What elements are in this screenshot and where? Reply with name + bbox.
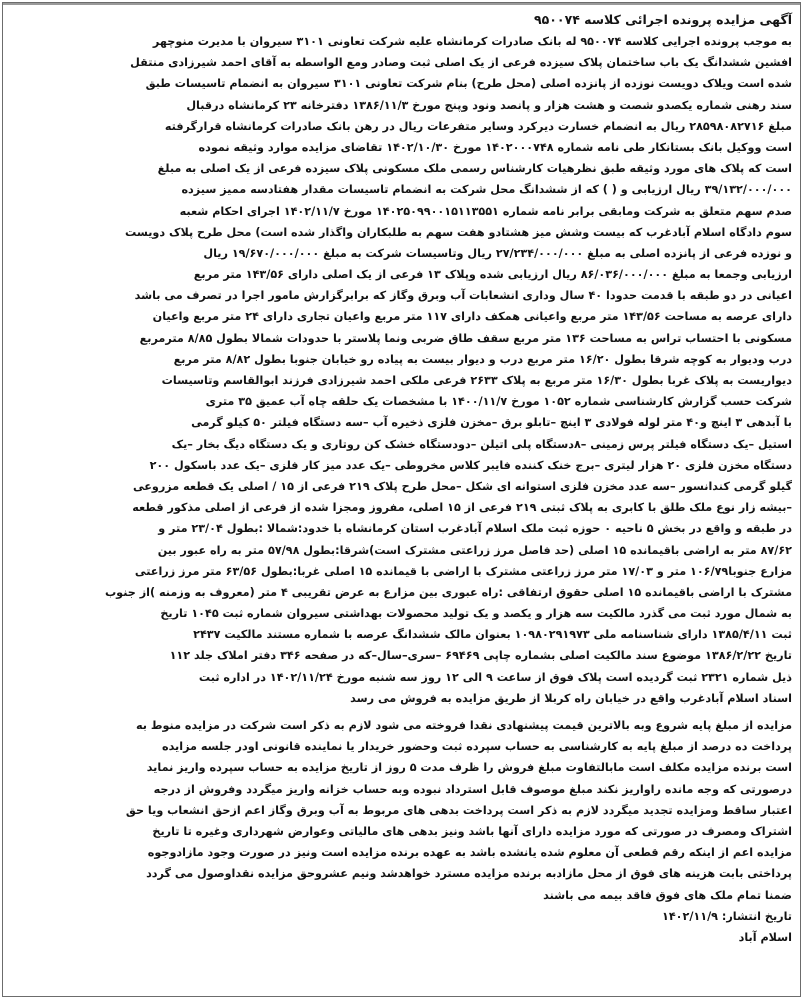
notice-text-line: افشین ششدانگ یک باب ساختمان پلاک سیزده فرعی از یک اصلی ثبت وصادر ومع الواسطه به آقای احمد شیرزادی منتقل: [130, 56, 792, 70]
notice-text-line: ثبت ۱۳۸۵/۴/۱۱ دارای شناسنامه ملی ۱۰۹۸۰۲۹۱۹۷۳ بعنوان مالک ششدانگ عرصه با شماره مستند مالکیت ۲۴۳۷: [193, 628, 792, 642]
notice-text-line: مزارع جنوبا۱۰۶/۷۹ متر و ۱۷/۰۳ متر مرز زراعتی مشترک با اراضی با قیمانده ۱۵ اصلی غربا:بطول ۶۳/۵۶ متر مرز زراعتی: [134, 564, 792, 578]
notice-text-line: سوم دادگاه اسلام آبادغرب که بیست وشش میز هشتادو هفت سهم به طلبکاران واگذار شده است) محل طرح پلاک دویست: [124, 225, 792, 239]
notice-text-line: تاریخ ۱۳۸۶/۲/۲۲ موضوع سند مالکیت اصلی بشماره چاپی ۶۹۴۶۹ –سری–سال–که در صفحه ۳۴۶ دفتر املاک جلد ۱۱۲: [169, 649, 792, 663]
notice-text-line: شرکت حسب گزارش کارشناسی شماره ۱۰۵۲ مورخ ۱۴۰۰/۱۱/۷ با مشخصات یک حلقه چاه آب عمیق ۳۵ متری: [205, 395, 792, 409]
notice-text-line: درصورتی که وجه مانده راواریز نکند مبلغ موصوف قابل استرداد نبوده وبه حساب خزانه واریز میگردد وفروش از درجه: [153, 782, 792, 796]
notice-text-line: پرداختی بابت هزینه های فوق از محل مازادبه برنده مزایده مسترد خواهدشد ونیم عشروحق مزایده نقداوصول می گردد: [146, 867, 792, 881]
notice-text-line: ۳۹/۱۳۲/۰۰۰/۰۰۰ ریال ارزیابی و ( ) که از ششدانگ محل شرکت به انضمام تاسیسات مقدار هفتادسه ممیز سیزده: [181, 183, 792, 197]
notice-text-line: صدم سهم متعلق به شرکت ومابقی برابر نامه شماره ۱۴۰۲۵۰۹۹۰۰۱۵۱۱۳۵۵۱ مورخ ۱۴۰۲/۱۱/۷ اجرای احکام شعبه: [179, 204, 792, 218]
notice-paragraph-2: [11, 715, 792, 906]
notice-paragraph-1: [11, 31, 792, 709]
notice-text-line: ضمنا تمام ملک های فوق فاقد بیمه می باشند: [543, 888, 792, 902]
notice-text-line: سند رهنی شماره یکصدو شصت و هشت هزار و پانصد ونود وپنج مورخ ۱۳۸۶/۱۱/۳ دفترخانه ۲۳ کرمانشاه درقبال: [186, 98, 792, 112]
notice-text-line: گیلو گرمی کندانسور –سه عدد مخزن فلزی استوانه ای شکل –محل طرح پلاک ۲۱۹ فرعی از ۱۵ / اصلی یک قطعه مزروعی: [132, 479, 792, 493]
auction-notice: [11, 9, 792, 948]
notice-text-line: اعتبار ساقط ومزایده تجدید میگردد لازم به ذکر است پرداخت بدهی های مربوط به آب وبرق وگاز اعم ازحق انشعاب ویا حق: [125, 803, 792, 817]
notice-text-line: ارزیابی وجمعا به مبلغ ۸۶/۰۳۶/۰۰۰/۰۰۰ ریال ارزیابی شده وپلاک ۱۳ فرعی از یک اصلی دارای ۱۴۳/۵۶ متر مربع: [193, 268, 792, 282]
notice-text-line: است ووکیل بانک بستانکار طی نامه شماره ۱۴۰۲۰۰۰۷۴۸ مورخ ۱۴۰۲/۱۰/۳۰ تقاضای مزایده موارد وثیقه نموده: [198, 140, 792, 154]
notice-text-line: دیواریست به پلاک غربا بطول ۱۶/۳۰ متر مربع به پلاک ۲۶۳۳ فرعی ملکی احمد شیرزادی فرزند ابوالقاسم وتاسیسات: [161, 374, 792, 387]
notice-page: [2, 2, 801, 997]
notice-text-line: به موجب پرونده اجرایی کلاسه ۹۵۰۰۷۴ له بانک صادرات کرمانشاه علیه شرکت تعاونی ۳۱۰۱ سیروان با مدیرت منوچهر: [152, 35, 792, 48]
notice-text-line: ۸۷/۶۲ متر به اراضی باقیمانده ۱۵ اصلی (حد فاصل مرز زراعتی مشترک است)شرقا:بطول ۵۷/۹۸ متر به راه عبور بین: [157, 543, 792, 557]
notice-text-line: مبلغ ۲۸۵۹۸۰۸۲۷۱۶ ریال به انضمام خسارت دیرکرد وسایر متفرعات ریال در رهن بانک صادرات کرمانشاه قرارگرفته: [164, 119, 792, 133]
notice-text-line: پرداخت ده درصد از مبلغ پایه به کارشناسی به حساب سپرده ثبت وحضور خریدار یا نماینده قانونی اودر جلسه مزایده: [161, 740, 792, 754]
notice-text-line: با آبدهی ۳ اینچ و۴۰ متر لوله فولادی ۳ اینچ –تابلو برق –مخزن فلزی ذخیره آب –سه دستگاه فیلتر ۵۰ کیلو گرمی: [191, 416, 792, 430]
notice-text-line: دارای عرصه به مساحت ۱۴۳/۵۶ متر مربع واعیانی همکف دارای ۱۱۷ متر مربع واعیان تجاری دارای ۲۴ متر مربع واعیان: [152, 310, 792, 324]
top-border-rule: [3, 3, 800, 5]
notice-text-line: ذیل شماره ۲۳۲۱ ثبت گردیده است پلاک فوق از ساعت ۹ الی ۱۲ روز سه شنبه مورخ ۱۴۰۲/۱۱/۲۴ در اداره ثبت: [198, 670, 792, 684]
notice-text-line: مسکونی با احتساب تراس به مساحت ۱۳۶ متر مربع سقف طاق ضربی ونما پلاستر با حدودات شمالا بطول ۸/۸۵ مترمربع: [139, 331, 792, 345]
notice-text-line: مشترک با اراضی باقیمانده ۱۵ اصلی حقوق ارتفاقی :راه عبوری بین مزارع به عرض تقریبی ۴ متر (معروف به وزمنه )از جنوب: [104, 585, 792, 599]
notice-text-line: است که پلاک های مورد وثیقه طبق نظرهیات کارشناس رسمی ملک مسکونی پلاک سیزده فرعی از یک اصلی به مبلغ: [157, 162, 792, 176]
notice-text-line: در طبقه و واقع در بخش ۵ ناحیه ۰ حوزه ثبت ملک اسلام آبادغرب استان کرمانشاه با خدود:شمالا :بطول ۲۳/۰۴ متر و: [158, 522, 792, 536]
notice-title: آگهی مزایده پرونده اجرائی کلاسه ۹۵۰۰۷۴: [534, 12, 792, 27]
notice-text-line: اسناد اسلام آبادغرب واقع در خیابان راه کربلا از طریق مزایده به فروش می رسد: [350, 691, 792, 705]
notice-text-line: استیل –یک دستگاه فیلتر پرس زمینی –۸دستگاه پلی اتیلن –دودستگاه خشک کن روتاری و یک دستگاه دیگ بخار –یک: [171, 437, 792, 451]
notice-text-line: –بیشه زار نوع ملک طلق با کابری به پلاک ثبتی ۲۱۹ فرعی از ۱۵ اصلی، مفروز ومجزا شده از فرعی از اصلی مذکور قطعه: [132, 501, 792, 515]
notice-text-line: اعیانی در دو طبقه با قدمت حدودا ۴۰ سال وداری انشعابات آب وبرق وگاز که برابرگزارش مامور اجرا در تصرف می باشد: [134, 289, 792, 303]
notice-text-line: مزایده اعم از اینکه رقم قطعی آن معلوم شده یانشده باشد به عهده برنده مزایده است ونیز در صورت وجود مازادوجوه: [147, 846, 792, 860]
notice-text-line: مزایده از مبلغ پایه شروع وبه بالاترین قیمت پیشنهادی نقدا فروخته می شود لازم به ذکر است شرکت در مزایده منوط به: [136, 719, 792, 732]
publish-date: تاریخ انتشار: ۱۴۰۲/۱۱/۹: [662, 909, 792, 923]
notice-text-line: درب وديوار به كوچه شرقا بطول ۱۶/۲۰ متر مربع درب و ديوار بيست به پياده رو خيابان جنوبا بطول ۸/۸۲ متر مربع: [173, 352, 792, 366]
signature-place: اسلام آباد: [738, 930, 792, 944]
notice-text-line: به شمال مورد ثبت می گذرد مالکیت سه هزار و یکصد و یک تولید محصولات بهداشتی سیروان شماره ثبت ۱۰۴۵ تاریخ: [160, 607, 792, 621]
notice-text-line: است برنده مزایده مکلف است مابالتفاوت مبلغ فروش را ظرف مدت ۵ روز از تاریخ مزایده به حساب سپرده واریز نماید: [146, 761, 792, 775]
notice-text-line: دستگاه مخزن فلزی ۲۰ هزار لیتری –برج خنک کننده فایبر کلاس مخروطی –یک عدد میز کار فلزی –یک عدد باسکول ۲۰۰: [149, 458, 792, 472]
notice-text-line: شده است ویلاک دویست نوزده از پانزده اصلی (محل طرح) بنام شرکت تعاونی ۳۱۰۱ سیروان به انضمام تاسیسات طبق: [145, 77, 792, 91]
notice-text-line: و نوزده فرعی از پانزده اصلی به مبلغ ۲۷/۲۳۴/۰۰۰/۰۰۰ ریال وتاسیسات شرکت به مبلغ ۱۹/۶۷۰/۰۰۰/۰۰۰ ریال: [203, 246, 792, 260]
notice-text-line: اشتراک ومصرف در صورتی که مورد مزایده دارای آنها باشد ونیز بدهی های مالیاتی وعوارض شهرداری وغیره تا تاریخ: [152, 824, 792, 838]
